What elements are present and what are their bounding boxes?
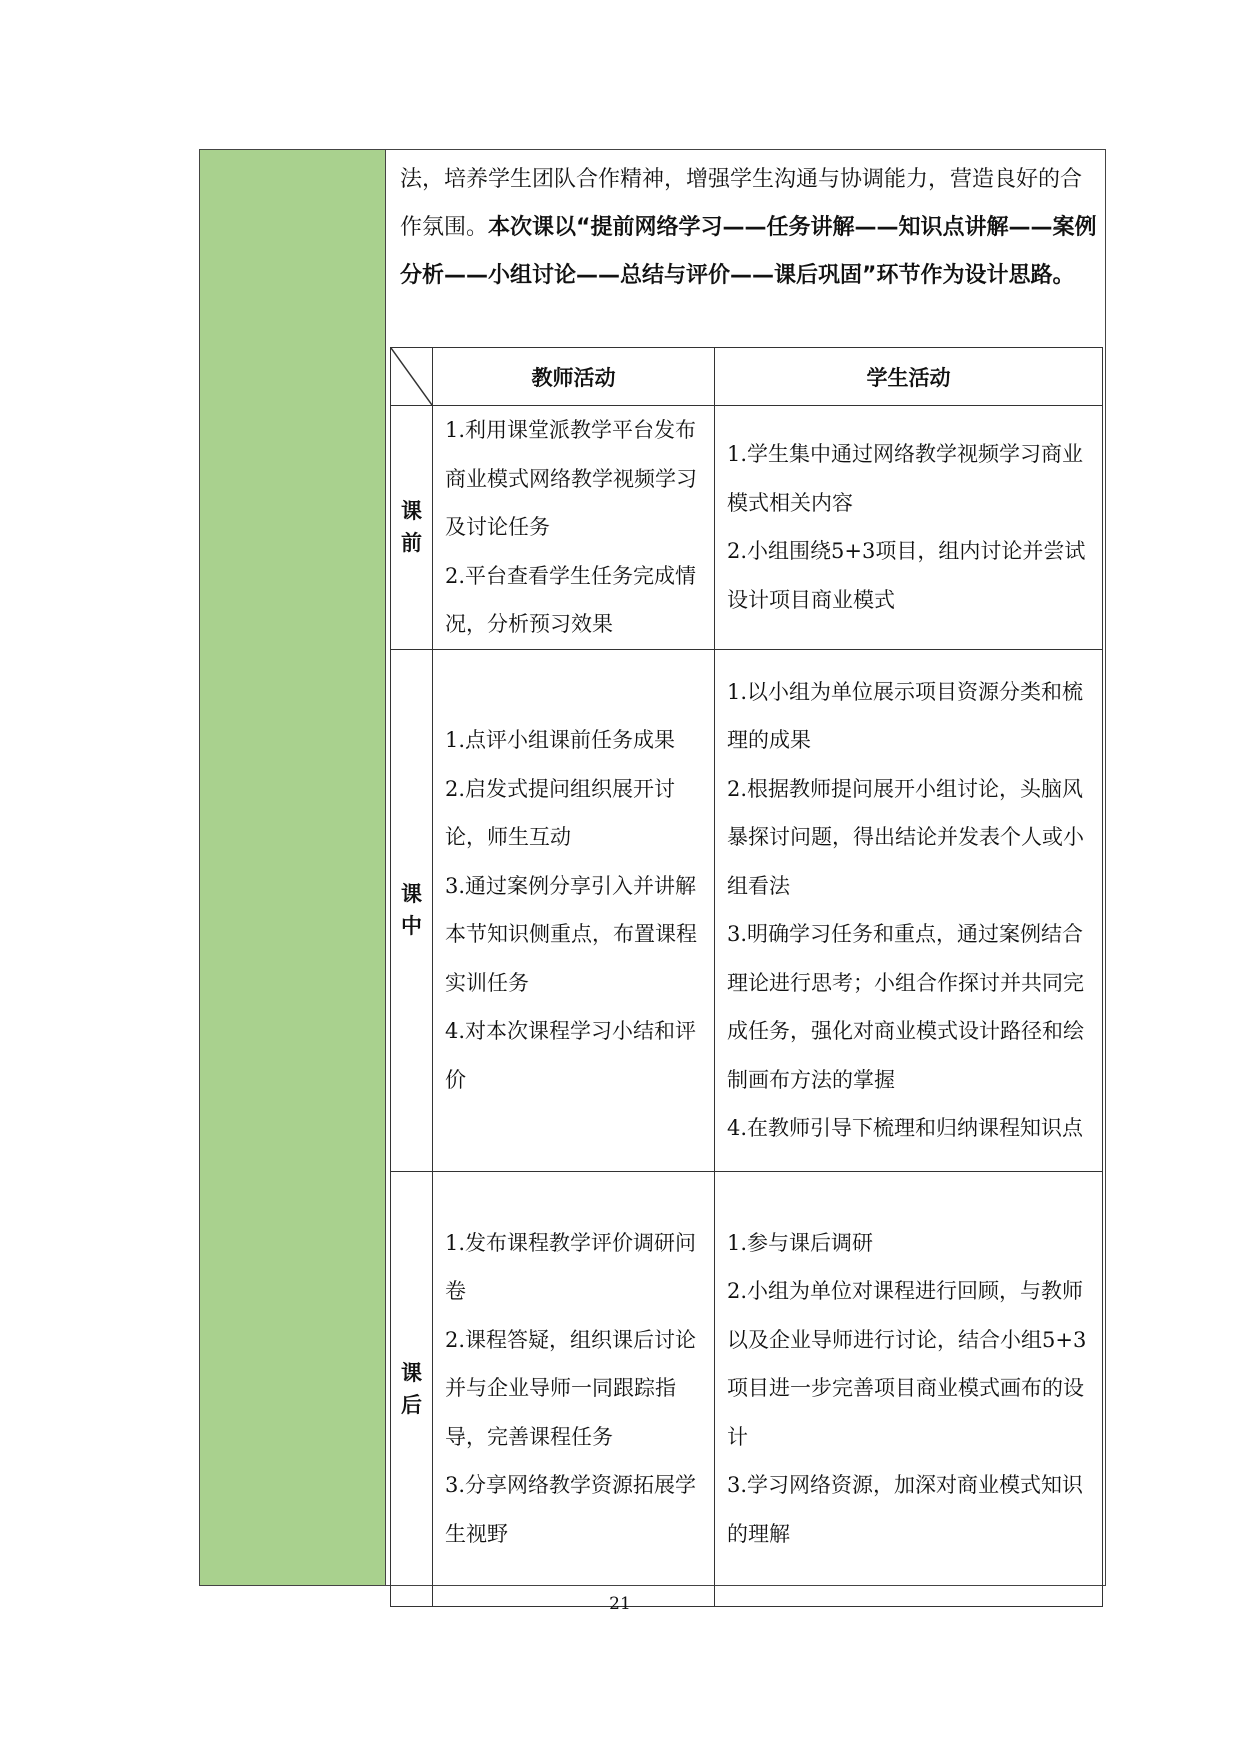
student-activity-cell (715, 649, 1103, 1171)
section-label-column (200, 150, 386, 1585)
teacher-activity-item: 2.课程答疑，组织课后讨论并与企业导师一同跟踪指导，完善课程任务 (445, 1327, 697, 1449)
student-activity-header: 学生活动 (715, 348, 1103, 406)
student-activity-item: 1.以小组为单位展示项目资源分类和梳理的成果 (727, 679, 1084, 752)
teacher-activity-item: 1.利用课堂派教学平台发布商业模式网络教学视频学习及讨论任务 (445, 418, 697, 539)
teacher-activity-list (445, 1219, 702, 1559)
teacher-activity-cell (433, 649, 715, 1171)
teacher-activity-item: 2.启发式提问组织展开讨论，师生互动 (445, 776, 676, 849)
teacher-activity-item: 3.通过案例分享引入并讲解本节知识侧重点，布置课程实训任务 (445, 873, 697, 995)
teacher-activity-header: 教师活动 (433, 348, 715, 406)
teacher-activity-item: 1.点评小组课前任务成果 (445, 728, 676, 752)
page-number: 21 (609, 1594, 631, 1614)
student-activity-item: 2.根据教师提问展开小组讨论，头脑风暴探讨问题，得出结论并发表个人或小组看法 (727, 776, 1084, 898)
stage-char: 课 (401, 882, 422, 906)
teacher-activity-item: 1.发布课程教学评价调研问卷 (445, 1230, 697, 1304)
stage-char: 后 (401, 1392, 422, 1417)
design-intro-paragraph (400, 156, 1100, 300)
teacher-activity-cell (433, 406, 715, 650)
stage-label-post-class (391, 1171, 433, 1606)
student-activity-item: 3.明确学习任务和重点，通过案例结合理论进行思考；小组合作探讨并共同完成任务，强化对商业模式设计路径和绘制画布方法的掌握 (727, 922, 1084, 1092)
student-activity-item: 1.学生集中通过网络教学视频学习商业模式相关内容 (727, 442, 1084, 515)
table-header-row (391, 348, 1103, 406)
student-activity-item: 4.在教师引导下梳理和归纳课程知识点 (727, 1116, 1084, 1140)
student-activity-list (727, 430, 1090, 624)
teacher-activity-item: 4.对本次课程学习小结和评价 (445, 1019, 697, 1092)
teacher-activity-item: 3.分享网络教学资源拓展学生视野 (445, 1473, 697, 1546)
teacher-activity-item: 2.平台查看学生任务完成情况，分析预习效果 (445, 563, 697, 636)
student-activity-list (727, 1219, 1090, 1559)
intro-normal-text: 法，培养学生团队合作精神，增强学生沟通与协调能力，营造良好的合作氛围。 (400, 167, 1083, 240)
table-row-post-class (391, 1171, 1103, 1606)
student-activity-item: 2.小组为单位对课程进行回顾，与教师以及企业导师进行讨论，结合小组5+3项目进一步完善项目商业模式画布的设计 (727, 1279, 1087, 1449)
teacher-activity-list (445, 716, 702, 1104)
activity-table (390, 347, 1103, 1607)
student-activity-item: 3.学习网络资源，加深对商业模式知识的理解 (727, 1473, 1084, 1546)
teacher-activity-cell (433, 1171, 715, 1606)
table-row-pre-class (391, 406, 1103, 650)
diagonal-corner-cell (391, 348, 433, 406)
stage-char: 课 (401, 499, 422, 524)
teacher-activity-list (445, 406, 702, 649)
student-activity-item: 1.参与课后调研 (727, 1230, 874, 1255)
stage-char: 中 (401, 914, 422, 938)
diagonal-line-icon (391, 348, 432, 405)
intro-bold-text: 本次课以“提前网络学习——任务讲解——知识点讲解——案例分析——小组讨论——总结与评价——课后巩固”环节作为设计思路。 (400, 215, 1097, 288)
stage-label-in-class (391, 649, 433, 1171)
stage-char: 前 (401, 531, 422, 556)
activity-table-container (390, 347, 1102, 1580)
table-row-in-class (391, 649, 1103, 1171)
lesson-design-frame (199, 149, 1106, 1586)
student-activity-cell (715, 406, 1103, 650)
stage-char: 课 (401, 1360, 422, 1385)
student-activity-item: 2.小组围绕5+3项目，组内讨论并尝试设计项目商业模式 (727, 539, 1086, 612)
student-activity-list (727, 668, 1090, 1153)
student-activity-cell (715, 1171, 1103, 1606)
stage-label-pre-class (391, 406, 433, 650)
